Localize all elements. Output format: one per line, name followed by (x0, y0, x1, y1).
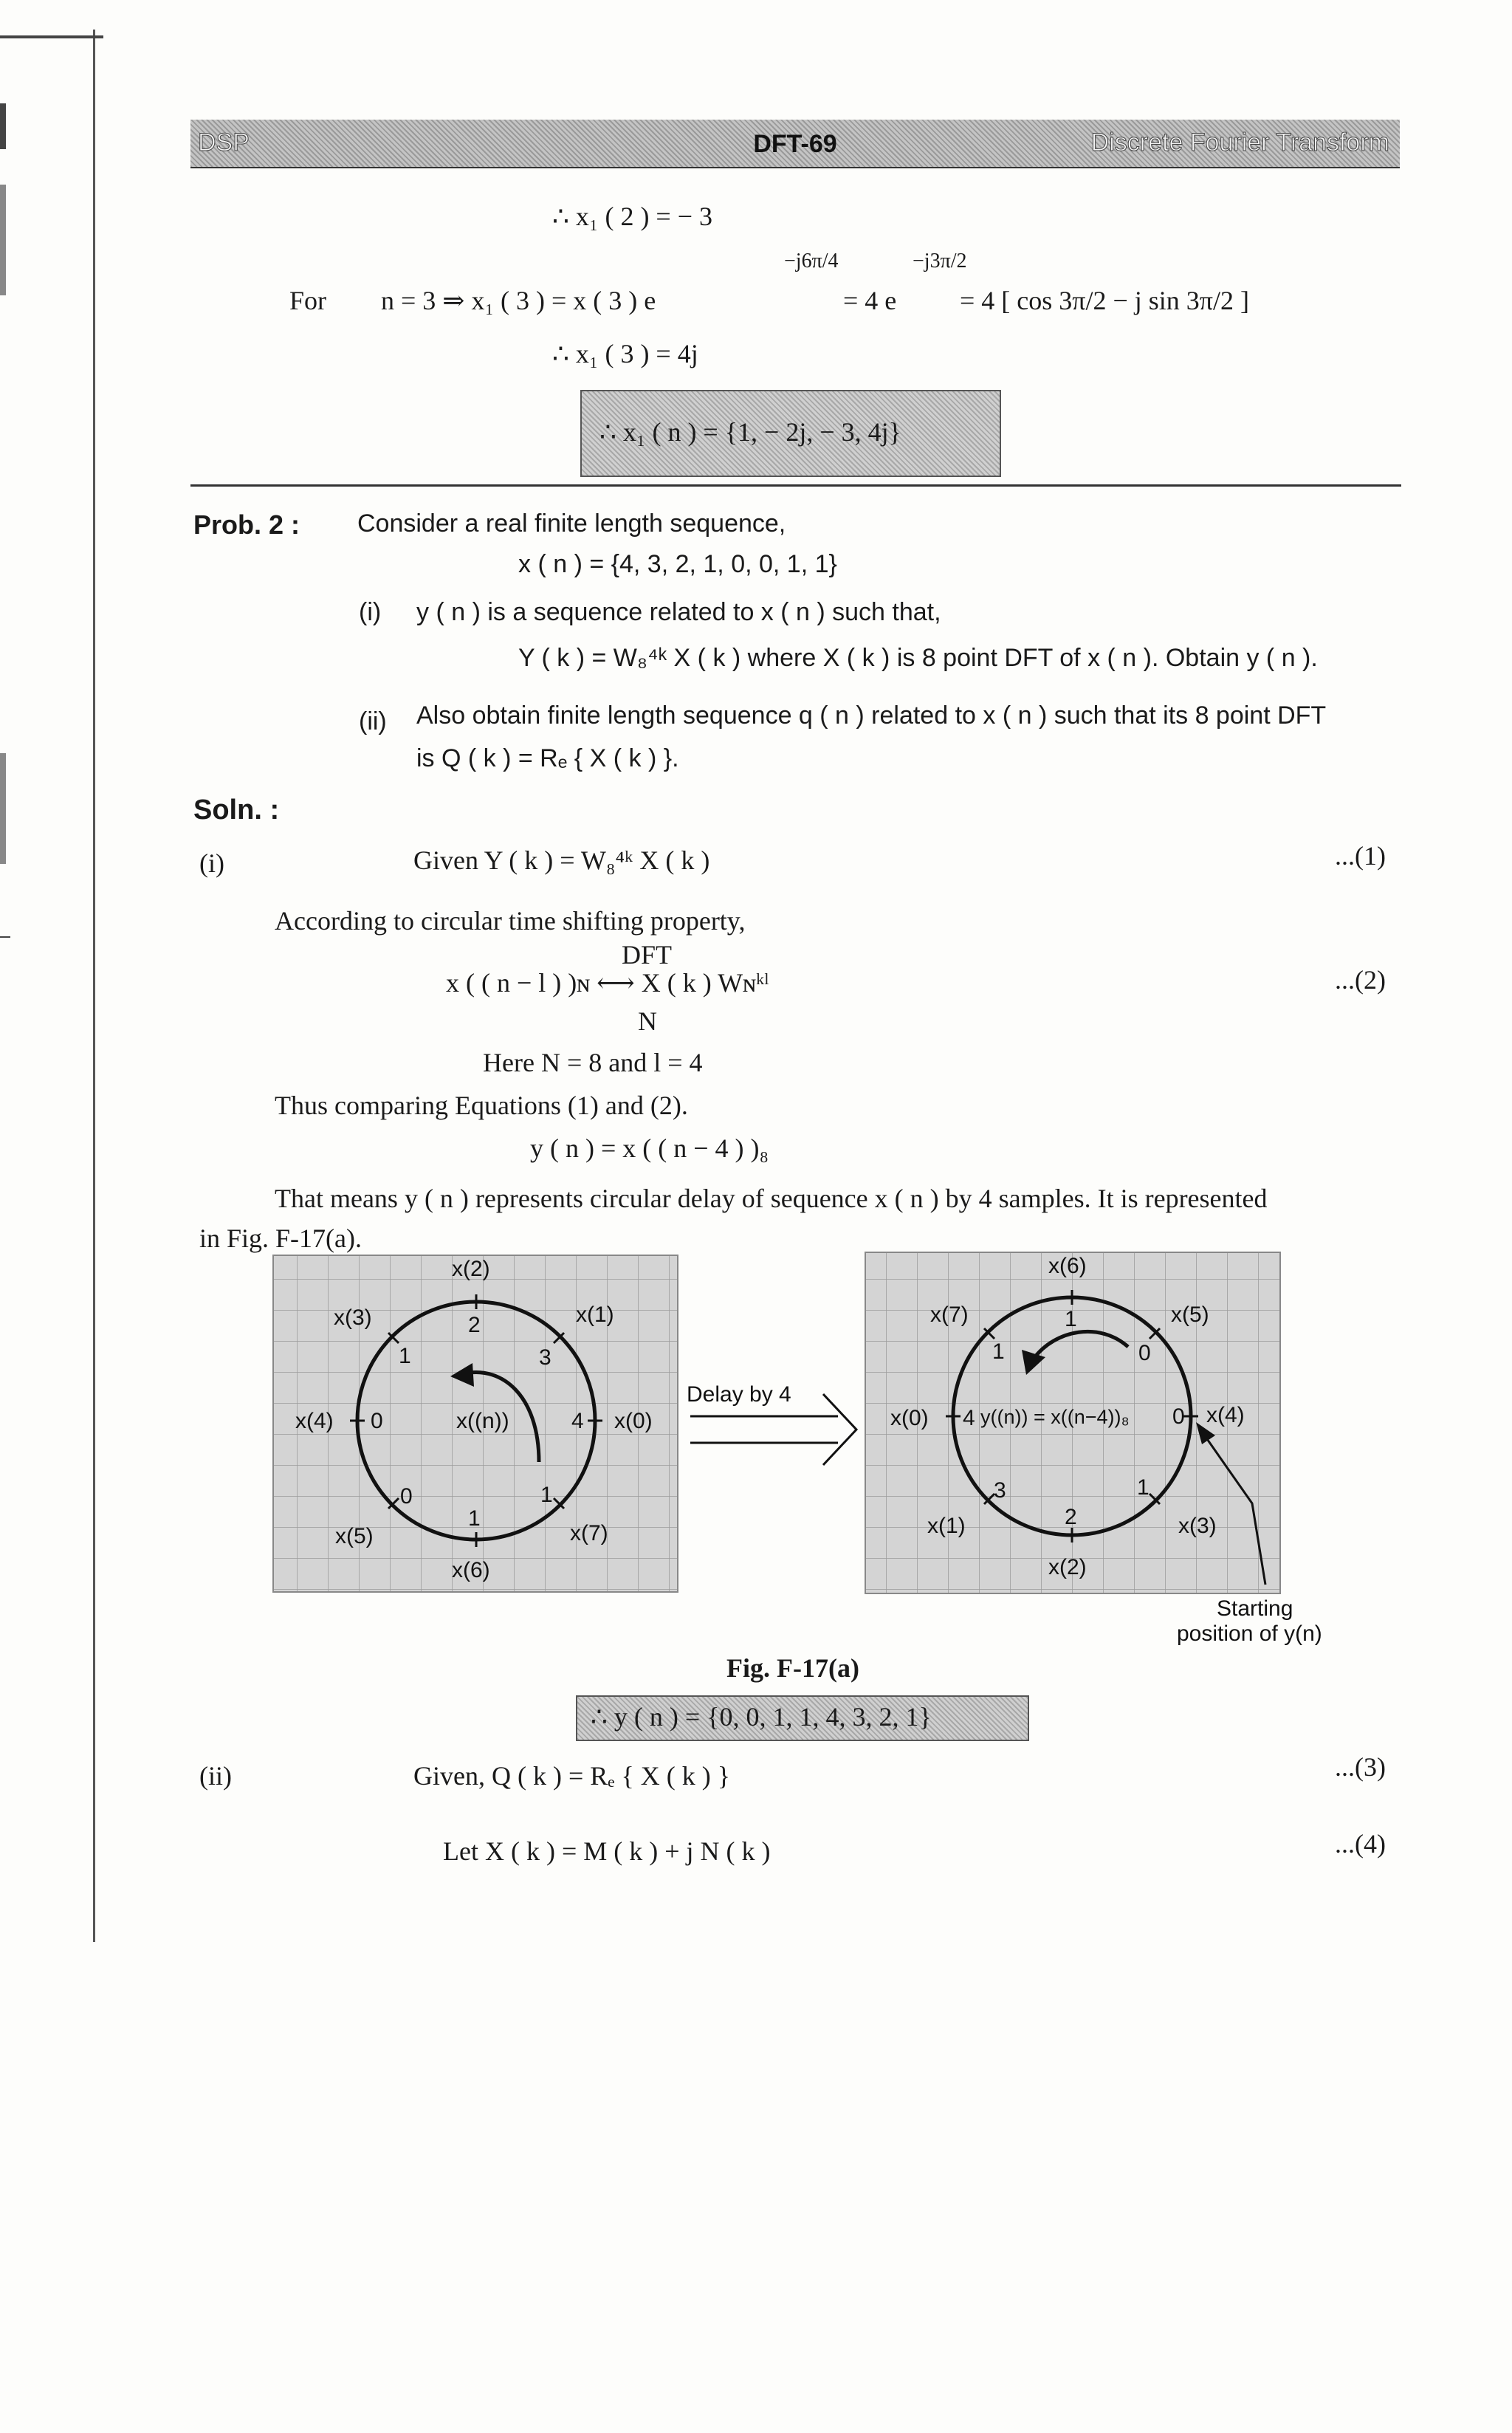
left-label-x5: x(5) (335, 1524, 374, 1548)
here-eq: Here N = 8 and l = 4 (483, 1048, 703, 1077)
eq-bracket: = 4 [ cos 3π/2 − j sin 3π/2 ] (960, 286, 1249, 315)
left-center-label: x((n)) (456, 1409, 509, 1433)
prob-sequence: x ( n ) = {4, 3, 2, 1, 0, 0, 1, 1} (518, 550, 837, 578)
right-label-x4: x(4) (1206, 1403, 1245, 1427)
prob-ii-text-2: is Q ( k ) = Rₑ { X ( k ) }. (416, 744, 679, 772)
prob-ii-text-1: Also obtain finite length sequence q ( n ) related to x ( n ) such that its 8 point DFT (416, 701, 1327, 730)
right-label-x5: x(5) (1171, 1303, 1209, 1327)
prob-i-num: (i) (359, 598, 382, 626)
exponent-2: −j3π/2 (913, 250, 967, 272)
part-ii-given: Given, Q ( k ) = Rₑ { X ( k ) } (413, 1761, 731, 1791)
prob-label: Prob. 2 : (193, 509, 300, 540)
starting-label-1: Starting (1217, 1596, 1293, 1621)
eq-x1-2: ∴ x₁ ( 2 ) = − 3 (552, 202, 713, 231)
left-inner-3: 3 (539, 1345, 551, 1370)
right-inner-1a: 1 (1065, 1307, 1077, 1331)
scan-margin-mark (0, 103, 6, 149)
right-inner-0b: 0 (1172, 1404, 1185, 1429)
eq-x1-3-result: ∴ x₁ ( 3 ) = 4j (552, 339, 698, 368)
eq-tag-3: ...(3) (1335, 1752, 1386, 1782)
right-label-x7: x(7) (930, 1303, 969, 1327)
means-text-2: in Fig. F-17(a). (199, 1224, 362, 1253)
part-ii-let: Let X ( k ) = M ( k ) + j N ( k ) (443, 1836, 771, 1866)
figure-f17a (266, 1248, 1358, 1647)
left-label-x6: x(6) (452, 1558, 490, 1582)
right-label-x3: x(3) (1178, 1514, 1217, 1538)
left-label-x0: x(0) (614, 1409, 653, 1433)
header-page-number: DFT-69 (753, 130, 837, 158)
left-inner-1: 1 (399, 1344, 411, 1368)
right-label-x0: x(0) (890, 1406, 929, 1430)
delay-label: Delay by 4 (687, 1382, 791, 1407)
scan-margin-line (93, 30, 95, 1942)
left-inner-0a: 0 (371, 1409, 383, 1433)
header-left: DSP (198, 128, 250, 157)
section-divider (190, 484, 1401, 487)
right-label-x1: x(1) (927, 1514, 966, 1538)
eq-tag-1: ...(1) (1335, 841, 1386, 871)
for-label: For (289, 286, 327, 315)
right-inner-0a: 0 (1138, 1341, 1151, 1365)
right-inner-1b: 1 (992, 1339, 1005, 1364)
prob-ii-num: (ii) (359, 707, 387, 735)
eq-tag-2: ...(2) (1335, 965, 1386, 995)
figure-caption: Fig. F-17(a) (726, 1653, 859, 1683)
left-inner-1c: 1 (468, 1506, 481, 1531)
result-x1: ∴ x₁ ( n ) = {1, − 2j, − 3, 4j} (599, 417, 901, 447)
right-inner-1c: 1 (1137, 1475, 1150, 1500)
part-ii-num: (ii) (199, 1761, 232, 1791)
soln-label: Soln. : (193, 795, 280, 826)
thus-text: Thus comparing Equations (1) and (2). (275, 1091, 688, 1120)
eq-x1-3: n = 3 ⇒ x₁ ( 3 ) = x ( 3 ) e (381, 286, 656, 315)
left-inner-4: 4 (571, 1409, 584, 1433)
left-label-x3: x(3) (334, 1305, 372, 1330)
prob-i-text: y ( n ) is a sequence related to x ( n ) such that, (416, 598, 941, 626)
right-center-label: y((n)) = x((n−4))₈ (980, 1406, 1130, 1428)
left-inner-0b: 0 (400, 1484, 413, 1509)
dft-label: DFT (622, 940, 673, 970)
right-inner-2: 2 (1065, 1505, 1077, 1529)
page-header (190, 120, 1400, 168)
prob-i-eq: Y ( k ) = W₈⁴ᵏ X ( k ) where X ( k ) is 8 point DFT of x ( n ). Obtain y ( n ). (518, 644, 1318, 672)
left-inner-1b: 1 (540, 1483, 553, 1507)
right-inner-4: 4 (963, 1406, 975, 1430)
right-label-x6: x(6) (1048, 1254, 1087, 1278)
result-yn: ∴ y ( n ) = {0, 0, 1, 1, 4, 3, 2, 1} (591, 1702, 932, 1732)
scan-margin-mark (0, 753, 6, 864)
right-label-x2: x(2) (1048, 1555, 1087, 1579)
left-label-x2: x(2) (452, 1257, 490, 1281)
result-eq: y ( n ) = x ( ( n − 4 ) )₈ (530, 1133, 769, 1163)
scan-margin-mark (0, 936, 10, 938)
scan-margin-mark (0, 35, 103, 38)
eq-2: x ( ( n − l ) )ɴ ⟷ X ( k ) Wɴᵏˡ (446, 968, 769, 998)
eq-mid: = 4 e (843, 286, 897, 315)
soln-i-num: (i) (199, 848, 224, 878)
left-label-x7: x(7) (570, 1521, 608, 1545)
given-eq-1: Given Y ( k ) = W₈⁴ᵏ X ( k ) (413, 845, 710, 875)
means-text-1: That means y ( n ) represents circular delay of sequence x ( n ) by 4 samples. It is represented (275, 1184, 1268, 1213)
right-inner-3: 3 (994, 1478, 1006, 1503)
left-label-x4: x(4) (295, 1409, 334, 1433)
according-text: According to circular time shifting property, (275, 906, 746, 936)
eq-tag-4: ...(4) (1335, 1829, 1386, 1859)
exponent-1: −j6π/4 (784, 250, 839, 272)
scan-margin-mark (0, 185, 6, 295)
header-chapter-title: Discrete Fourier Transform (1090, 128, 1389, 157)
prob-intro: Consider a real finite length sequence, (357, 509, 786, 538)
starting-label-2: position of y(n) (1177, 1622, 1322, 1646)
left-label-x1: x(1) (576, 1303, 614, 1327)
left-inner-2: 2 (468, 1313, 481, 1337)
n-label: N (638, 1006, 657, 1036)
